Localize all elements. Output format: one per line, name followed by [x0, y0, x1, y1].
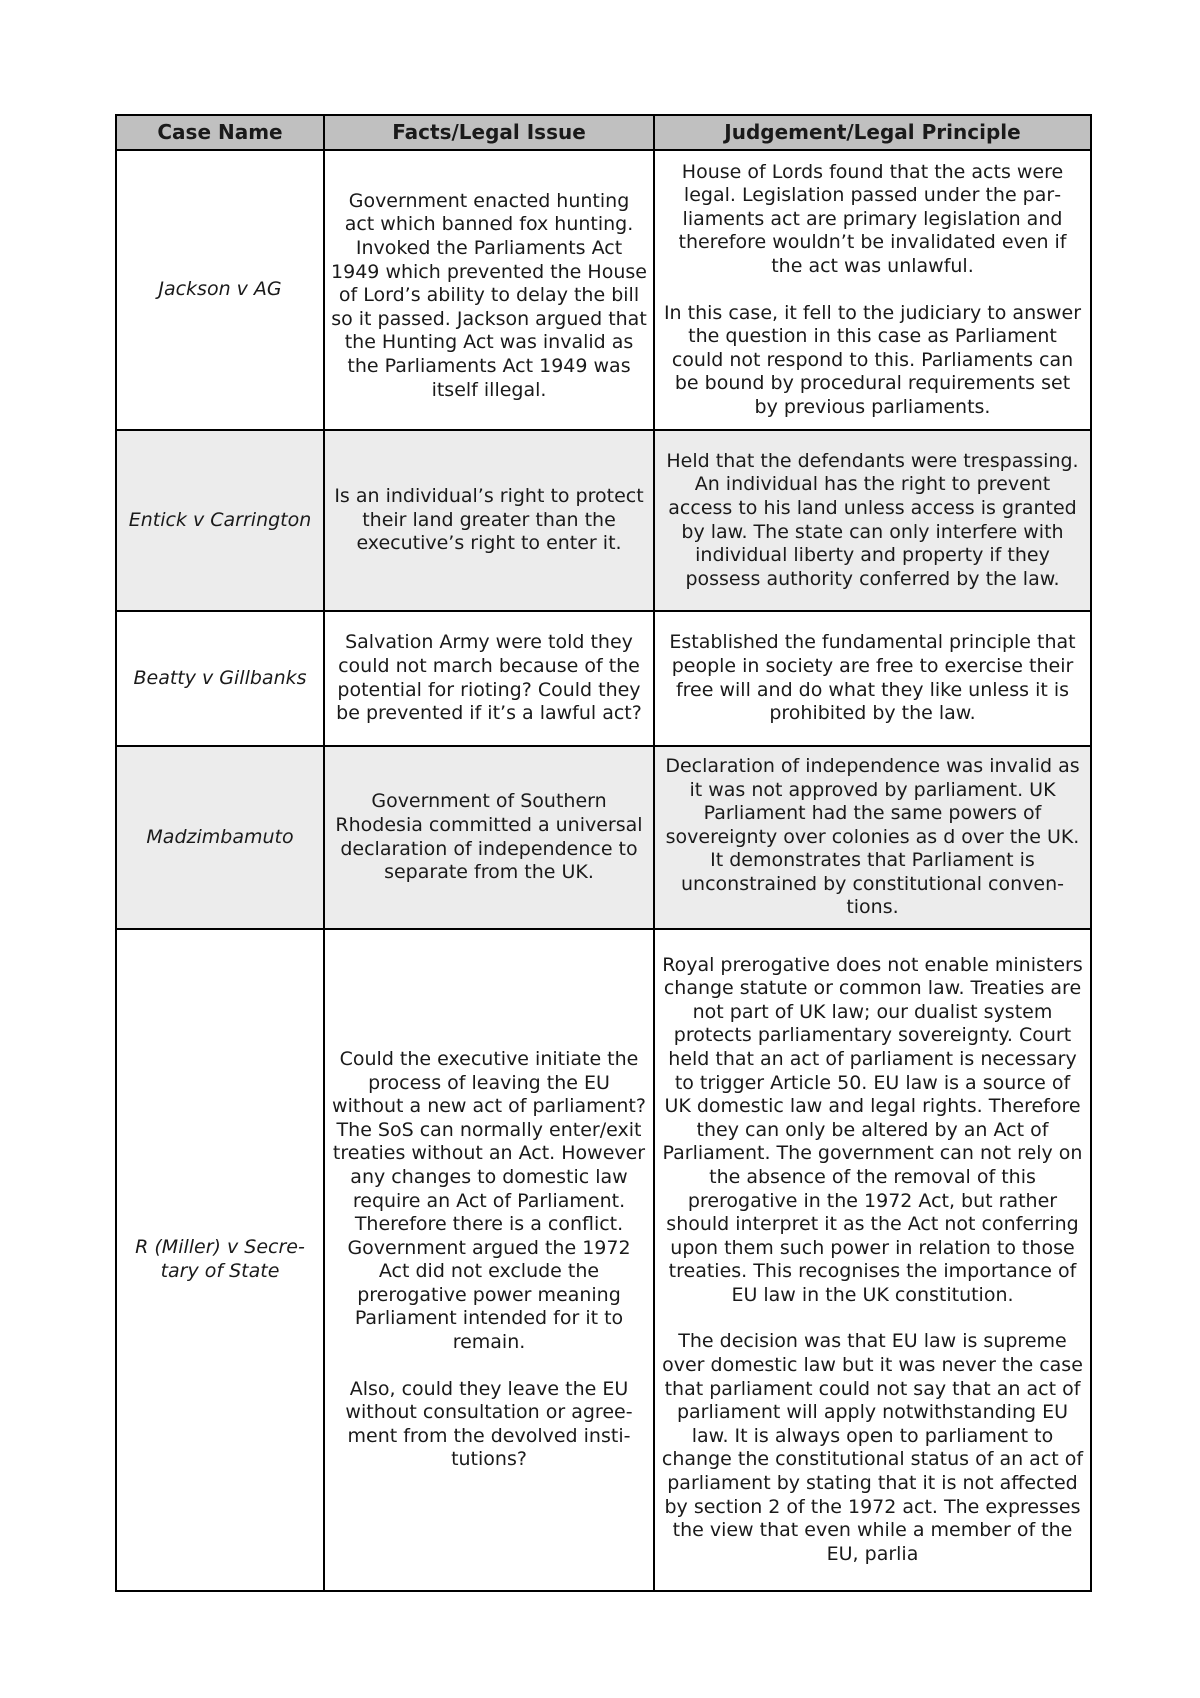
table-row — [116, 746, 1091, 929]
judgement-paragraph: Royal prerogative does not enable ministers change statute or common law. Treaties are not part of UK law; our dualist system protects parliamentary sovereignty. Court held that an act of parliament is necessary to trigger Article 50. EU law is a source of UK domestic law and legal rights. Therefore they can only be altered by an Act of Parliament. The government can not rely on the absence of the removal of this prerogative in the 1972 Act, but rather should interpret it as the Act not conferring upon them such power in relation to those treaties. This recognises the importance of EU law in the UK constitution. — [662, 953, 1083, 1306]
case-name-cell: R (Miller) v Secretary of State — [116, 929, 324, 1591]
case-name-cell: Jackson v AG — [116, 150, 324, 430]
case-name-cell: Beatty v Gillbanks — [116, 611, 324, 746]
judgement-cell — [654, 430, 1091, 611]
judgement-cell — [654, 611, 1091, 746]
case-table — [115, 114, 1092, 1592]
facts-paragraph: Government enacted hunting act which banned fox hunting. Invoked the Parliaments Act 1949 which prevented the House of Lord’s ability to delay the bill so it passed. Jackson argued that the Hunting Act was invalid as the Parliaments Act 1949 was itself illegal. — [331, 189, 647, 401]
facts-cell — [324, 430, 654, 611]
judgement-cell — [654, 929, 1091, 1591]
judgement-paragraph: Established the fundamental principle that people in society are free to exercise their free will and do what they like unless it is prohibited by the law. — [669, 631, 1076, 725]
facts-cell — [324, 929, 654, 1591]
case-name-cell: Entick v Carrington — [116, 430, 324, 611]
case-name-cell: Madzimbamuto — [116, 746, 324, 929]
judgement-paragraph: The decision was that EU law is supreme over domestic law but it was never the case that parliament could not say that an act of parliament will apply notwithstanding EU law. It is always open to parliament to change the constitutional status of an act of parliament by stating that it is not affected by section 2 of the 1972 act. The expresses the view that even while a member of the EU, parlia — [661, 1330, 1084, 1565]
header-case-name: Case Name — [116, 115, 324, 150]
facts-cell — [324, 746, 654, 929]
facts-paragraph: Is an individual’s right to protect their land greater than the executive’s right to enter it. — [334, 485, 644, 555]
facts-paragraph: Also, could they leave the EU without consultation or agreement from the devolved institutions? — [345, 1377, 633, 1471]
judgement-paragraph: In this case, it fell to the judiciary to answer the question in this case as Parliament could not respond to this. Parliaments can be bound by procedural requirements set by previous parliaments. — [663, 301, 1082, 418]
table-row — [116, 929, 1091, 1591]
judgement-paragraph: Held that the defendants were trespassing. An individual has the right to prevent access to his land unless access is granted by law. The state can only interfere with individual liberty and property if they possess authority conferred by the law. — [666, 449, 1079, 590]
facts-paragraph: Salvation Army were told they could not march because of the potential for rioting? Could they be prevented if it’s a lawful act? — [336, 631, 642, 725]
judgement-paragraph: House of Lords found that the acts were legal. Legislation passed under the parliaments act are primary legislation and therefore wouldn’t be invalidated even if the act was unlawful. — [678, 160, 1067, 277]
facts-paragraph: Could the executive initiate the process of leaving the EU without a new act of parliament? The SoS can normally enter/exit treaties without an Act. However any changes to domestic law require an Act of Parliament. Therefore there is a conflict. Government argued the 1972 Act did not exclude the prerogative power meaning Parliament intended for it to remain. — [332, 1047, 646, 1354]
header-facts: Facts/Legal Issue — [324, 115, 654, 150]
judgement-cell — [654, 746, 1091, 929]
judgement-cell — [654, 150, 1091, 430]
table-row — [116, 430, 1091, 611]
facts-cell — [324, 150, 654, 430]
judgement-paragraph: Declaration of independence was invalid as it was not approved by parliament. UK Parliament had the same powers of sovereignty over colonies as d over the UK. It demonstrates that Parliament is unconstrained by constitutional conventions. — [665, 754, 1080, 919]
header-row — [116, 115, 1091, 150]
header-judgement: Judgement/Legal Principle — [654, 115, 1091, 150]
facts-cell — [324, 611, 654, 746]
table-row — [116, 150, 1091, 430]
facts-paragraph: Government of Southern Rhodesia committed a universal declaration of independence to separate from the UK. — [335, 790, 643, 884]
table-row — [116, 611, 1091, 746]
